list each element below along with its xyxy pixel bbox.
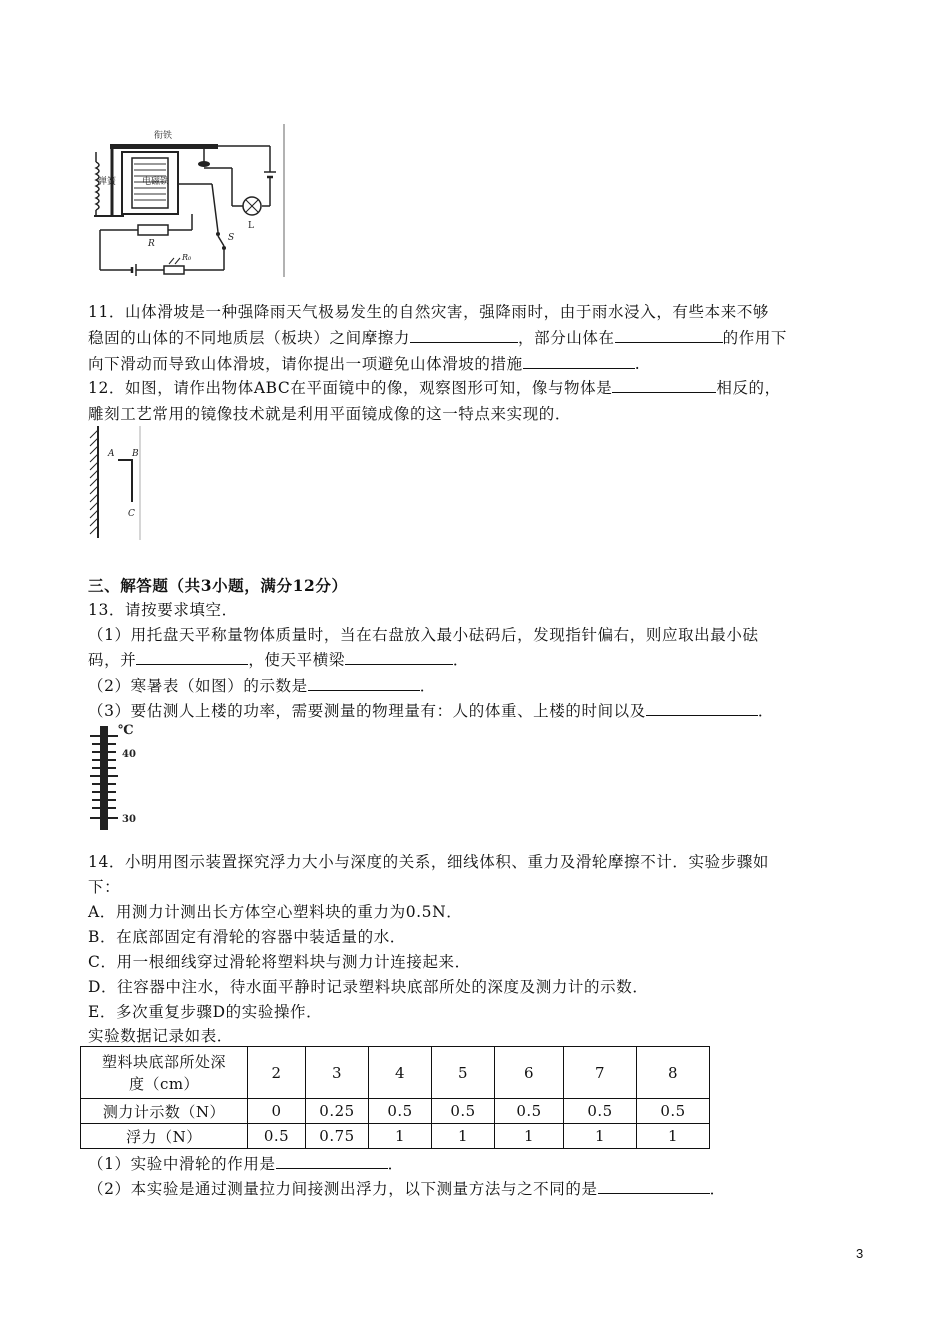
answer-blank[interactable] xyxy=(615,326,723,343)
q14-text: （1）实验中滑轮的作用是 xyxy=(88,1155,276,1173)
resistor-label: R xyxy=(148,239,155,249)
q11-line3 xyxy=(88,352,640,376)
mirror-figure xyxy=(88,424,144,542)
table-cell: 0.5 xyxy=(564,1099,637,1124)
q11-line2 xyxy=(88,326,787,350)
switch-label: S xyxy=(228,233,235,243)
table-cell: 8 xyxy=(637,1047,710,1099)
table-cell: 0.75 xyxy=(306,1124,369,1149)
q14-step-b: B．在底部固定有滑轮的容器中装适量的水． xyxy=(88,928,406,946)
answer-blank[interactable] xyxy=(523,352,635,369)
answer-blank[interactable] xyxy=(646,699,758,716)
table-cell: 2 xyxy=(248,1047,306,1099)
point-b-label: B xyxy=(132,449,139,459)
table-cell: 0.5 xyxy=(432,1099,495,1124)
table-header-cell: 测力计示数（N） xyxy=(81,1099,248,1124)
table-header-cell: 浮力（N） xyxy=(81,1124,248,1149)
celsius-unit: ℃ xyxy=(118,723,134,738)
q12-text: 12．如图，请作出物体ABC在平面镜中的像，观察图形可知，像与物体是 xyxy=(88,379,613,397)
section-title: 三、解答题（共3小题，满分12分） xyxy=(88,576,348,595)
answer-blank[interactable] xyxy=(345,648,453,665)
q14-step-c: C．用一根细线穿过滑轮将塑料块与测力计连接起来． xyxy=(88,953,471,971)
table-cell: 1 xyxy=(637,1124,710,1149)
q13-text: 码，并 xyxy=(88,651,137,669)
q12-line1 xyxy=(88,376,781,400)
table-header-cell: 塑料块底部所处深 度（cm） xyxy=(81,1047,248,1099)
q11-line1: 11．山体滑坡是一种强降雨天气极易发生的自然灾害，强降雨时，由于雨水浸入，有些本来不够 xyxy=(88,303,770,321)
table-row xyxy=(81,1124,710,1149)
relay-circuit-figure xyxy=(92,122,292,280)
lamp-label: L xyxy=(248,221,254,231)
table-row xyxy=(81,1047,710,1099)
q13-text: ． xyxy=(419,677,436,695)
q13-text: ． xyxy=(757,702,774,720)
q13-part1-line2 xyxy=(88,648,469,672)
q13-stem: 13．请按要求填空． xyxy=(88,601,238,619)
tick-40: 40 xyxy=(122,749,136,760)
q11-text: 的作用下 xyxy=(722,329,788,347)
answer-blank[interactable] xyxy=(598,1177,710,1194)
q13-text: ． xyxy=(452,651,470,669)
q14-stem-line2: 下： xyxy=(88,878,121,896)
answer-blank[interactable] xyxy=(136,648,248,665)
point-c-label: C xyxy=(128,509,135,519)
point-a-label: A xyxy=(108,449,115,459)
photoresistor-label: R₀ xyxy=(182,253,192,262)
table-cell: 1 xyxy=(495,1124,564,1149)
q14-table-intro: 实验数据记录如表． xyxy=(88,1027,233,1045)
q11-text: ，部分山体在 xyxy=(518,329,615,347)
table-cell: 4 xyxy=(369,1047,432,1099)
q11-text: 稳固的山体的不同地质层（板块）之间摩擦力 xyxy=(88,329,411,347)
table-cell: 6 xyxy=(495,1047,564,1099)
q14-text: （2）本实验是通过测量拉力间接测出浮力，以下测量方法与之不同的是 xyxy=(88,1180,598,1198)
q14-step-a: A．用测力计测出长方体空心塑料块的重力为0.5N． xyxy=(88,903,463,921)
q13-text: （3）要估测人上楼的功率，需要测量的物理量有：人的体重、上楼的时间以及 xyxy=(88,702,646,720)
table-cell: 0 xyxy=(248,1099,306,1124)
page-number: 3 xyxy=(856,1246,864,1261)
table-cell: 0.5 xyxy=(637,1099,710,1124)
magnet-label: 电磁铁 xyxy=(142,177,170,187)
q14-text: ． xyxy=(387,1155,404,1173)
answer-blank[interactable] xyxy=(308,674,420,691)
table-cell: 0.5 xyxy=(495,1099,564,1124)
table-cell: 5 xyxy=(432,1047,495,1099)
q14-text: ． xyxy=(709,1180,726,1198)
q14-stem-line1: 14．小明用图示装置探究浮力大小与深度的关系，细线体积、重力及滑轮摩擦不计．实验步骤如 xyxy=(88,853,770,871)
q13-part3 xyxy=(88,699,774,723)
q12-text: 相反的， xyxy=(716,379,781,397)
q14-step-e: E．多次重复步骤D的实验操作． xyxy=(88,1003,323,1021)
q12-line2: 雕刻工艺常用的镜像技术就是利用平面镜成像的这一特点来实现的． xyxy=(88,405,572,423)
answer-blank[interactable] xyxy=(276,1152,388,1169)
q13-part2 xyxy=(88,674,436,698)
table-cell: 0.25 xyxy=(306,1099,369,1124)
q13-text: ，使天平横梁 xyxy=(248,651,345,669)
answer-blank[interactable] xyxy=(612,376,716,393)
spring-label: 弹簧 xyxy=(98,177,117,187)
tick-30: 30 xyxy=(122,814,136,825)
table-row xyxy=(81,1099,710,1124)
armature-label: 衔铁 xyxy=(154,131,173,141)
table-cell: 1 xyxy=(369,1124,432,1149)
table-cell: 1 xyxy=(564,1124,637,1149)
table-cell: 0.5 xyxy=(369,1099,432,1124)
table-cell: 1 xyxy=(432,1124,495,1149)
q13-text: （2）寒暑表（如图）的示数是 xyxy=(88,677,308,695)
q11-text: . xyxy=(634,355,641,373)
q11-text: 向下滑动而导致山体滑坡，请你提出一项避免山体滑坡的措施 xyxy=(88,355,523,373)
q14-step-d: D．往容器中注水，待水面平静时记录塑料块底部所处的深度及测力计的示数． xyxy=(88,978,649,996)
q13-part1-line1: （1）用托盘天平称量物体质量时，当在右盘放入最小砝码后，发现指针偏右，则应取出最小砝 xyxy=(88,626,759,644)
table-cell: 3 xyxy=(306,1047,369,1099)
q14-sub1 xyxy=(88,1152,404,1176)
answer-blank[interactable] xyxy=(410,326,518,343)
q14-sub2 xyxy=(88,1177,726,1201)
data-table xyxy=(80,1046,710,1149)
thermometer-figure xyxy=(86,720,152,834)
table-cell: 0.5 xyxy=(248,1124,306,1149)
table-cell: 7 xyxy=(564,1047,637,1099)
